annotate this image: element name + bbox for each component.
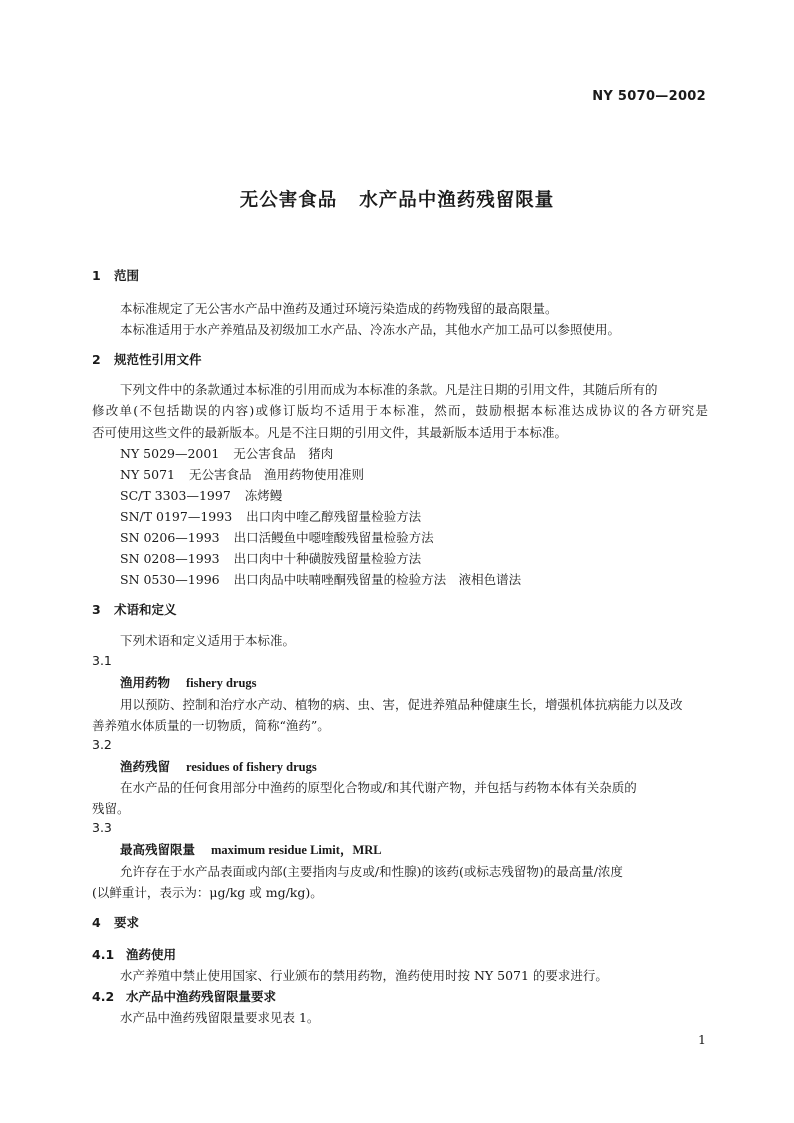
term-3-1-definition-line-2: 善养殖水体质量的一切物质，简称“渔药”。 <box>92 718 330 733</box>
reference-item: SN 0206—1993 出口活鳗鱼中噁喹酸残留量检验方法 <box>120 530 434 545</box>
page-number: 1 <box>698 1032 706 1047</box>
section-2-heading: 2 规范性引用文件 <box>92 352 202 367</box>
term-3-2: 渔药残留 residues of fishery drugs <box>120 759 317 774</box>
reference-item: SN 0208—1993 出口肉中十种磺胺残留量检验方法 <box>120 551 422 566</box>
term-3-2-definition-line-1: 在水产品的任何食用部分中渔药的原型化合物或/和其代谢产物，并包括与药物本体有关杂质的 <box>120 780 637 795</box>
reference-item: SN/T 0197—1993 出口肉中喹乙醇残留量检验方法 <box>120 509 422 524</box>
section-1-paragraph-1: 本标准规定了无公害水产品中渔药及通过环境污染造成的药物残留的最高限量。 <box>120 301 558 316</box>
clause-4-2-text: 水产品中渔药残留限量要求见表 1。 <box>120 1010 320 1025</box>
term-3-1-definition-line-1: 用以预防、控制和治疗水产动、植物的病、虫、害，促进养殖品种健康生长，增强机体抗病能力以及改 <box>120 697 683 712</box>
term-3-3-definition-line-1: 允许存在于水产品表面或内部(主要指肉与皮或/和性腺)的该药(或标志残留物)的最高量/浓度 <box>120 864 623 879</box>
clause-4-2-heading: 4.2 水产品中渔药残留限量要求 <box>92 989 277 1004</box>
clause-3-3-number: 3.3 <box>92 820 112 835</box>
reference-item: SN 0530—1996 出口肉品中呋喃唑酮残留量的检验方法 液相色谱法 <box>120 572 522 587</box>
clause-4-1-heading: 4.1 渔药使用 <box>92 947 177 962</box>
clause-3-1-number: 3.1 <box>92 653 112 668</box>
reference-item: NY 5029—2001 无公害食品 猪肉 <box>120 446 334 461</box>
section-4-heading: 4 要求 <box>92 915 140 930</box>
document-title <box>0 186 794 212</box>
clause-4-1-text: 水产养殖中禁止使用国家、行业颁布的禁用药物，渔药使用时按 NY 5071 的要求进行。 <box>120 968 608 983</box>
reference-item: NY 5071 无公害食品 渔用药物使用准则 <box>120 467 364 482</box>
term-3-2-definition-line-2: 残留。 <box>92 801 130 816</box>
clause-3-2-number: 3.2 <box>92 737 112 752</box>
term-3-1: 渔用药物 fishery drugs <box>120 675 257 690</box>
term-3-3: 最高残留限量 maximum residue Limit，MRL <box>120 842 382 857</box>
standard-number: NY 5070—2002 <box>592 89 706 104</box>
section-2-intro-line-2: 修改单(不包括勘误的内容)或修订版均不适用于本标准，然而，鼓励根据本标准达成协议的各方研究是 <box>92 403 708 418</box>
term-3-3-definition-line-2: (以鲜重计，表示为：μg/kg 或 mg/kg)。 <box>92 885 323 900</box>
title-part2: 水产品中渔药残留限量 <box>359 190 555 211</box>
section-3-heading: 3 术语和定义 <box>92 602 177 617</box>
section-3-intro: 下列术语和定义适用于本标准。 <box>120 633 296 648</box>
section-1-heading: 1 范围 <box>92 268 140 283</box>
reference-item: SC/T 3303—1997 冻烤鳗 <box>120 488 283 503</box>
section-1-paragraph-2: 本标准适用于水产养殖品及初级加工水产品、冷冻水产品，其他水产加工品可以参照使用。 <box>120 322 621 337</box>
title-part1: 无公害食品 <box>239 190 338 211</box>
section-2-intro-line-3: 否可使用这些文件的最新版本。凡是不注日期的引用文件，其最新版本适用于本标准。 <box>92 425 568 440</box>
section-2-intro-line-1: 下列文件中的条款通过本标准的引用而成为本标准的条款。凡是注日期的引用文件，其随后所有的 <box>120 382 658 397</box>
